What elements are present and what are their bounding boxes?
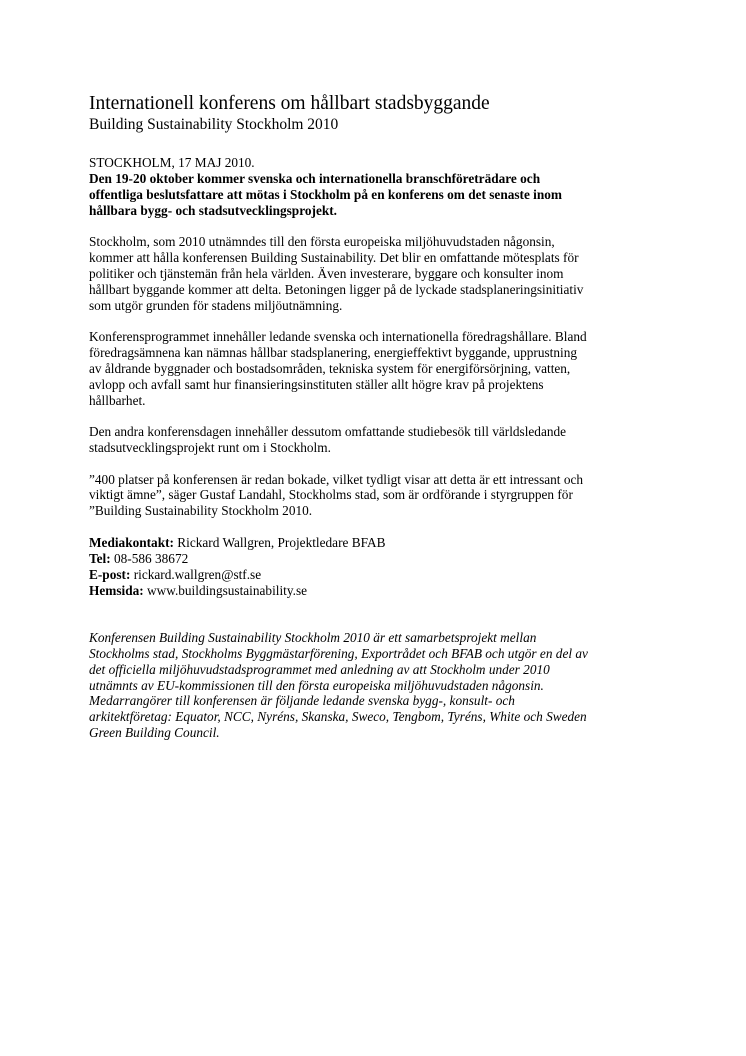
paragraph-line: Konferensprogrammet innehåller ledande svenska och internationella föredragshållare. Bland xyxy=(89,329,587,345)
footer-note xyxy=(89,630,689,741)
dateline: STOCKHOLM, 17 MAJ 2010. xyxy=(89,155,255,170)
paragraph-line: Stockholm, som 2010 utnämndes till den första europeiska miljöhuvudstaden någonsin, xyxy=(89,234,555,250)
phone-value: 08-586 38672 xyxy=(110,551,189,567)
quote-line: ”Building Sustainability Stockholm 2010. xyxy=(89,503,313,519)
footer-line: Konferensen Building Sustainability Stockholm 2010 är ett samarbetsprojekt mellan xyxy=(89,629,537,645)
paragraph-line: hållbarhet. xyxy=(89,392,146,408)
footer-line: utnämnts av EU-kommissionen till den första europeiska miljöhuvudstaden någonsin. xyxy=(89,677,544,693)
paragraph-stockholm xyxy=(89,234,689,314)
contact-block xyxy=(89,535,689,599)
quote-line: viktigt ämne”, säger Gustaf Landahl, Stockholms stad, som är ordförande i styrgruppen för xyxy=(89,487,573,503)
lead-line: Den 19-20 oktober kommer svenska och internationella branschföreträdare och xyxy=(89,170,541,186)
media-contact-row xyxy=(89,535,689,551)
website-label: Hemsida: xyxy=(89,582,144,598)
phone-label: Tel: xyxy=(89,551,111,567)
footer-line: Stockholms stad, Stockholms Byggmästarförening, Exportrådet och BFAB och utgör en del av xyxy=(89,645,588,661)
lead-paragraph xyxy=(89,171,689,219)
footer-line: Medarrangörer till konferensen är följande ledande svenska bygg-, konsult- och xyxy=(89,693,515,709)
quote-line: ”400 platser på konferensen är redan bokade, vilket tydligt visar att detta är ett intressant och xyxy=(89,471,584,487)
footer-line: Green Building Council. xyxy=(89,725,220,741)
email-label: E-post: xyxy=(89,567,131,583)
paragraph-line: som utgör grunden för stadens miljöutnämning. xyxy=(89,297,343,313)
phone-row xyxy=(89,551,689,567)
email-row xyxy=(89,567,689,583)
email-value: rickard.wallgren@stf.se xyxy=(130,567,262,583)
website-value: www.buildingsustainability.se xyxy=(143,582,308,598)
page-title: Internationell konferens om hållbart stadsbyggande xyxy=(89,93,490,114)
paragraph-line: föredragsämnena kan nämnas hållbar stadsplanering, energieffektivt byggande, upprustning xyxy=(89,345,578,361)
paragraph-program xyxy=(89,329,689,409)
lead-line: offentliga beslutsfattare att mötas i Stockholm på en konferens om det senaste inom xyxy=(89,186,563,202)
paragraph-line: politiker och tjänstemän från hela världen. Även investerare, byggare och konsulter inom xyxy=(89,265,564,281)
paragraph-study-visits xyxy=(89,424,689,456)
paragraph-quote xyxy=(89,472,689,520)
paragraph-line: av åldrande byggnader och bostadsområden, tekniska system för energiförsörjning, vatten, xyxy=(89,360,571,376)
press-release-page xyxy=(89,92,689,741)
paragraph-line: Den andra konferensdagen innehåller dessutom omfattande studiebesök till världsledande xyxy=(89,424,567,440)
media-contact-label: Mediakontakt: xyxy=(89,535,174,551)
paragraph-line: avlopp och avfall samt hur finansieringsinstituten ställer allt högre krav på projektens xyxy=(89,376,544,392)
paragraph-line: hållbart byggande kommer att delta. Betoningen ligger på de lyckade stadsplaneringsinitiativ xyxy=(89,281,584,297)
paragraph-line: kommer att hålla konferensen Building Sustainability. Det blir en omfattande mötesplats för xyxy=(89,250,579,266)
page-subtitle: Building Sustainability Stockholm 2010 xyxy=(89,116,339,133)
website-row xyxy=(89,583,689,599)
footer-line: arkitektföretag: Equator, NCC, Nyréns, Skanska, Sweco, Tengbom, Tyréns, White och Sweden xyxy=(89,709,587,725)
footer-line: det officiella miljöhuvudstadsprogrammet med anledning av att Stockholm under 2010 xyxy=(89,661,550,677)
media-contact-value: Rickard Wallgren, Projektledare BFAB xyxy=(173,535,386,551)
lead-line: hållbara bygg- och stadsutvecklingsprojekt. xyxy=(89,202,337,218)
paragraph-line: stadsutvecklingsprojekt runt om i Stockholm. xyxy=(89,440,331,456)
